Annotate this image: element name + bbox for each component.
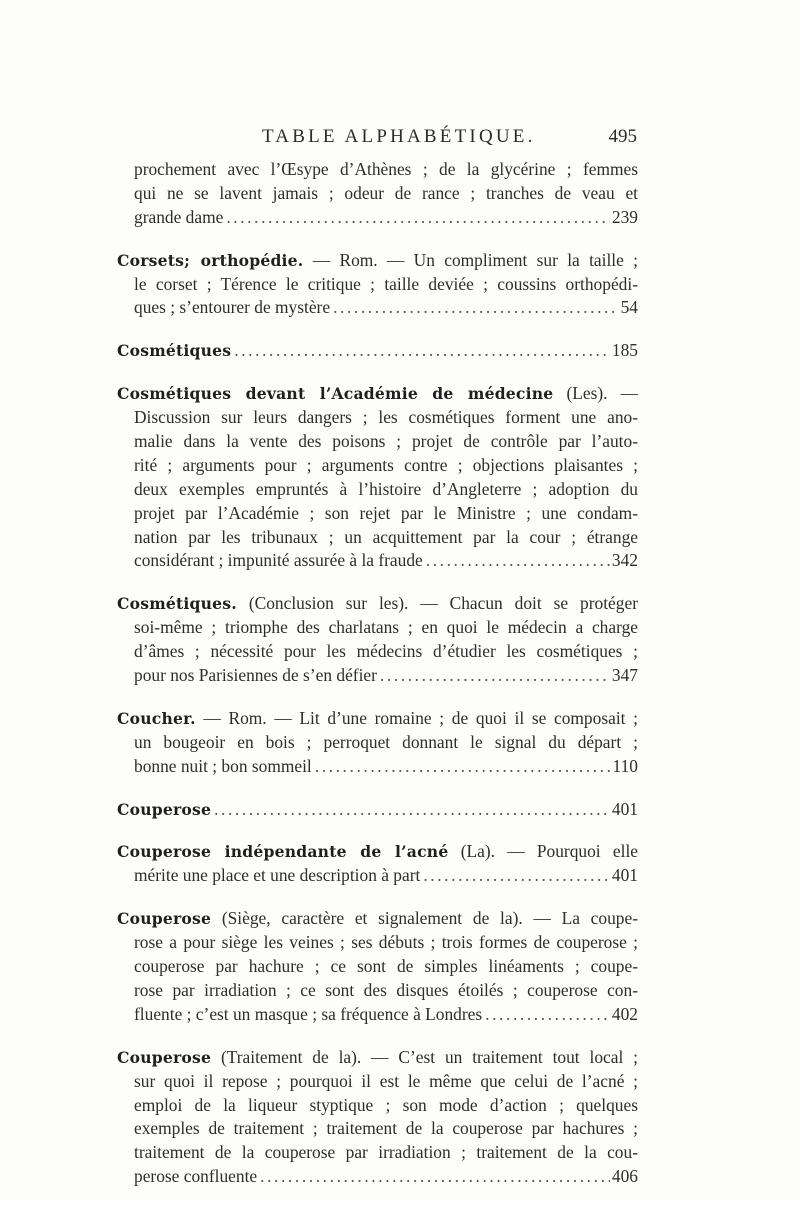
entry-text: (Siège, caractère et signalement de la). — La coupe- xyxy=(211,908,638,929)
entry-text: bonne nuit ; bon sommeil xyxy=(134,755,312,776)
entry-text: — Rom. — Un compliment sur la taille ; xyxy=(303,249,638,270)
entry-page-ref: 406 xyxy=(611,1166,638,1187)
entry-heading: Corsets; orthopédie. xyxy=(117,250,304,270)
entry-line: qui ne se lavent jamais ; odeur de rance ; tranches de veau et xyxy=(134,182,638,203)
entry-last-line xyxy=(117,1165,638,1189)
entry-heading: Couperose xyxy=(117,799,212,819)
dot-leader xyxy=(420,864,610,888)
entry-page-ref: 401 xyxy=(611,865,638,886)
entry-last-line xyxy=(117,549,638,573)
entry-line: d’âmes ; nécessité pour les médecins d’étudier les cosmétiques ; xyxy=(134,641,638,662)
entry-page-ref: 347 xyxy=(611,665,638,686)
index-entry xyxy=(117,1046,638,1189)
entry-last-line xyxy=(117,206,638,230)
entry-line: un bougeoir en bois ; perroquet donnant le signal du départ ; xyxy=(134,731,638,752)
entry-first-line xyxy=(117,249,638,273)
entry-text: grande dame xyxy=(134,206,224,227)
entry-heading: Couperose xyxy=(117,909,212,929)
entry-heading: Couperose indépendante de l’acné xyxy=(117,842,449,862)
entry-first-line xyxy=(117,840,638,864)
index-entry xyxy=(117,382,638,573)
entry-line: exemples de traitement ; traitement de la couperose par hachures ; xyxy=(134,1118,638,1139)
entry-heading: Cosmétiques xyxy=(117,341,232,361)
entry-text: — Rom. — Lit d’une romaine ; de quoi il se composait ; xyxy=(195,707,638,728)
entry-line: le corset ; Térence le critique ; taille deviée ; coussins orthopédi- xyxy=(134,273,638,294)
entry-text: (Traitement de la). — C’est un traitement tout local ; xyxy=(211,1046,638,1067)
index-entry xyxy=(117,249,638,321)
entry-text: (La). — Pourquoi elle xyxy=(448,841,638,862)
entry-line: prochement avec l’Œsype d’Athènes ; de la glycérine ; femmes xyxy=(134,159,638,179)
index-entry xyxy=(117,707,638,779)
entry-last-line xyxy=(117,1003,638,1027)
entry-last-line xyxy=(117,864,638,888)
entry-page-ref: 110 xyxy=(612,755,638,776)
dot-leader xyxy=(377,664,610,688)
index-entry xyxy=(117,339,638,363)
entry-text: fluente ; c’est un masque ; sa fréquence à Londres xyxy=(134,1003,483,1024)
running-title: TABLE ALPHABÉTIQUE. xyxy=(262,126,536,147)
entry-page-ref: 402 xyxy=(611,1003,638,1024)
index-entry xyxy=(117,158,638,230)
entry-page-ref: 342 xyxy=(611,550,638,571)
entry-text: mérite une place et une description à part xyxy=(134,865,421,886)
entry-first-line xyxy=(117,382,638,406)
entry-text: (Les). — xyxy=(553,383,638,404)
entry-line: soi-même ; triomphe des charlatans ; en quoi le médecin a charge xyxy=(134,617,638,638)
entry-text: considérant ; impunité assurée à la fraude xyxy=(134,550,423,571)
dot-leader xyxy=(423,549,610,573)
entry-page-ref: 239 xyxy=(611,206,638,227)
entry-line: malie dans la vente des poisons ; projet de contrôle par l’auto- xyxy=(134,431,638,452)
index-entry xyxy=(117,592,638,688)
entry-text: perose confluente xyxy=(134,1166,258,1187)
entry-line: rose par irradiation ; ce sont des disques étoilés ; couperose con- xyxy=(134,979,638,1000)
entry-heading: Couperose xyxy=(117,1047,212,1067)
entry-line: couperose par hachure ; ce sont de simples linéaments ; coupe- xyxy=(134,956,638,977)
entry-line: rose a pour siège les veines ; ses débuts ; trois formes de couperose ; xyxy=(134,932,638,953)
entry-page-ref: 401 xyxy=(611,798,638,819)
entry-text: pour nos Parisiennes de s’en défier xyxy=(134,665,377,686)
entry-first-line xyxy=(117,1046,638,1070)
entry-line: rité ; arguments pour ; arguments contre ; objections plaisantes ; xyxy=(134,454,638,475)
page-header xyxy=(117,126,637,152)
entry-page-ref: 185 xyxy=(611,340,638,361)
entry-line: emploi de la liqueur styptique ; son mode d’action ; quelques xyxy=(134,1094,638,1115)
index-entry xyxy=(117,840,638,888)
entry-first-line xyxy=(117,339,638,363)
entry-last-line xyxy=(117,755,638,779)
entry-first-line xyxy=(117,907,638,931)
entry-last-line xyxy=(117,296,638,320)
entry-line: nation par les tribunaux ; un acquittement par la cour ; étrange xyxy=(134,526,638,547)
entry-heading: Cosmétiques devant l’Académie de médecine xyxy=(117,384,554,404)
entry-first-line xyxy=(117,592,638,616)
entry-line: Discussion sur leurs dangers ; les cosmétiques forment une ano- xyxy=(134,407,638,428)
dot-leader xyxy=(330,296,619,320)
dot-leader xyxy=(231,339,610,363)
entry-line: traitement de la couperose par irradiation ; traitement de la cou- xyxy=(134,1142,638,1163)
entry-text: (Conclusion sur les). — Chacun doit se protéger xyxy=(236,593,638,614)
index-entry xyxy=(117,798,638,822)
entry-heading: Coucher. xyxy=(117,708,196,728)
entry-text: ques ; s’entourer de mystère xyxy=(134,297,331,318)
page-number: 495 xyxy=(608,126,637,147)
entry-first-line xyxy=(117,798,638,822)
dot-leader xyxy=(257,1165,610,1189)
entry-line: sur quoi il repose ; pourquoi il est le même que celui de l’acné ; xyxy=(134,1070,638,1091)
index-entry xyxy=(117,907,638,1026)
entry-heading: Cosmétiques. xyxy=(117,594,237,614)
entry-last-line xyxy=(117,664,638,688)
entry-line: deux exemples empruntés à l’histoire d’Angleterre ; adoption du xyxy=(134,478,638,499)
dot-leader xyxy=(223,206,610,230)
dot-leader xyxy=(482,1003,610,1027)
entry-line: projet par l’Académie ; son rejet par le Ministre ; une condam- xyxy=(134,502,638,523)
entry-page-ref: 54 xyxy=(620,297,638,318)
dot-leader xyxy=(312,755,611,779)
dot-leader xyxy=(211,798,610,822)
index-content xyxy=(117,158,638,1208)
entry-first-line xyxy=(117,707,638,731)
